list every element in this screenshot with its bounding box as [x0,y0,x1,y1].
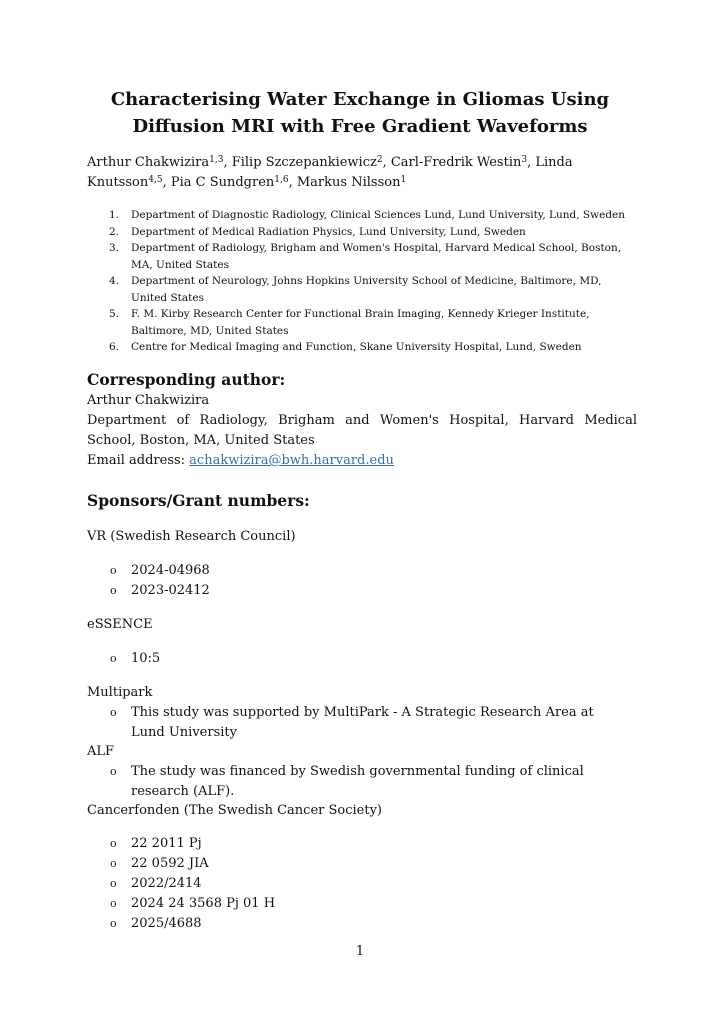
bullet-icon: o [110,584,117,597]
bullet-icon: o [110,917,117,930]
grant-item: o 22 0592 JIA [87,854,637,874]
grant-list [87,703,637,743]
bullet-icon: o [110,857,117,870]
bullet-icon: o [110,897,117,910]
paper-title: Characterising Water Exchange in Gliomas Using Diffusion MRI with Free Gradient Waveforms [110,89,610,137]
corresponding-author-heading: Corresponding author: [87,370,286,389]
grant-item: o This study was supported by MultiPark - A Strategic Research Area at Lund University [110,705,594,740]
grant-item: o 10:5 [87,649,637,669]
bullet-icon: o [110,877,117,890]
email-label: Email address: [87,453,190,468]
affiliation-item: 4. Department of Neurology, Johns Hopkins University School of Medicine, Baltimore, MD, United States [109,275,602,304]
email-link[interactable]: achakwizira@bwh.harvard.edu [189,453,394,468]
affiliation-item: 6. Centre for Medical Imaging and Function, Skane University Hospital, Lund, Sweden [109,341,582,353]
grant-item: o 2022/2414 [87,874,637,894]
affiliation-item: 2. Department of Medical Radiation Physics, Lund University, Lund, Sweden [109,225,526,238]
grant-list [87,834,637,934]
sponsor-name: Multipark [87,685,153,700]
affiliation-list [87,207,637,356]
sponsor-name: Cancerfonden (The Swedish Cancer Society) [87,803,383,818]
grant-list [87,762,637,802]
email-line [87,451,637,471]
page-number: 1 [355,944,365,959]
sponsor-name: eSSENCE [87,617,153,632]
affiliation-item: 3. Department of Radiology, Brigham and Women's Hospital, Harvard Medical School, Boston, MA, United States [109,242,622,271]
bullet-icon: o [110,652,117,665]
affiliation-item: 1. Department of Diagnostic Radiology, Clinical Sciences Lund, Lund University, Lund, Sweden [109,209,626,221]
author: Linda Knutsson$^{4,5}$, [87,155,573,190]
author: Arthur Chakwizira$^{1,3}$, [87,155,232,170]
corresponding-author-address: Department of Radiology, Brigham and Women's Hospital, Harvard Medical School, Boston, MA, United States [87,413,637,448]
author: Pia C Sundgren$^{1,6}$, [170,175,297,190]
author: Filip Szczepankiewicz$^2$, [231,155,391,170]
affiliation-item: 5. F. M. Kirby Research Center for Functional Brain Imaging, Kennedy Krieger Institute, Baltimore, MD, United States [109,308,590,337]
grant-item: o 2024-04968 [87,561,637,581]
grant-list [87,649,637,669]
grant-item: o 22 2011 Pj [87,834,637,854]
grant-item: o 2024 24 3568 Pj 01 H [87,894,637,914]
bullet-icon: o [110,765,117,778]
grant-item: o The study was financed by Swedish governmental funding of clinical research (ALF). [110,764,584,799]
grant-list [87,561,637,601]
grant-item: o 2023-02412 [87,581,637,601]
author: Carl-Fredrik Westin$^3$, [390,155,536,170]
bullet-icon: o [110,564,117,577]
bullet-icon: o [110,706,117,719]
sponsors-heading: Sponsors/Grant numbers: [87,491,310,510]
sponsor-name: ALF [87,744,115,759]
author-list [87,153,637,193]
sponsor-name: VR (Swedish Research Council) [87,529,296,544]
bullet-icon: o [110,837,117,850]
author: Markus Nilsson$^1$ [296,175,407,190]
corresponding-author-name: Arthur Chakwizira [87,393,210,408]
grant-item: o 2025/4688 [87,914,637,934]
